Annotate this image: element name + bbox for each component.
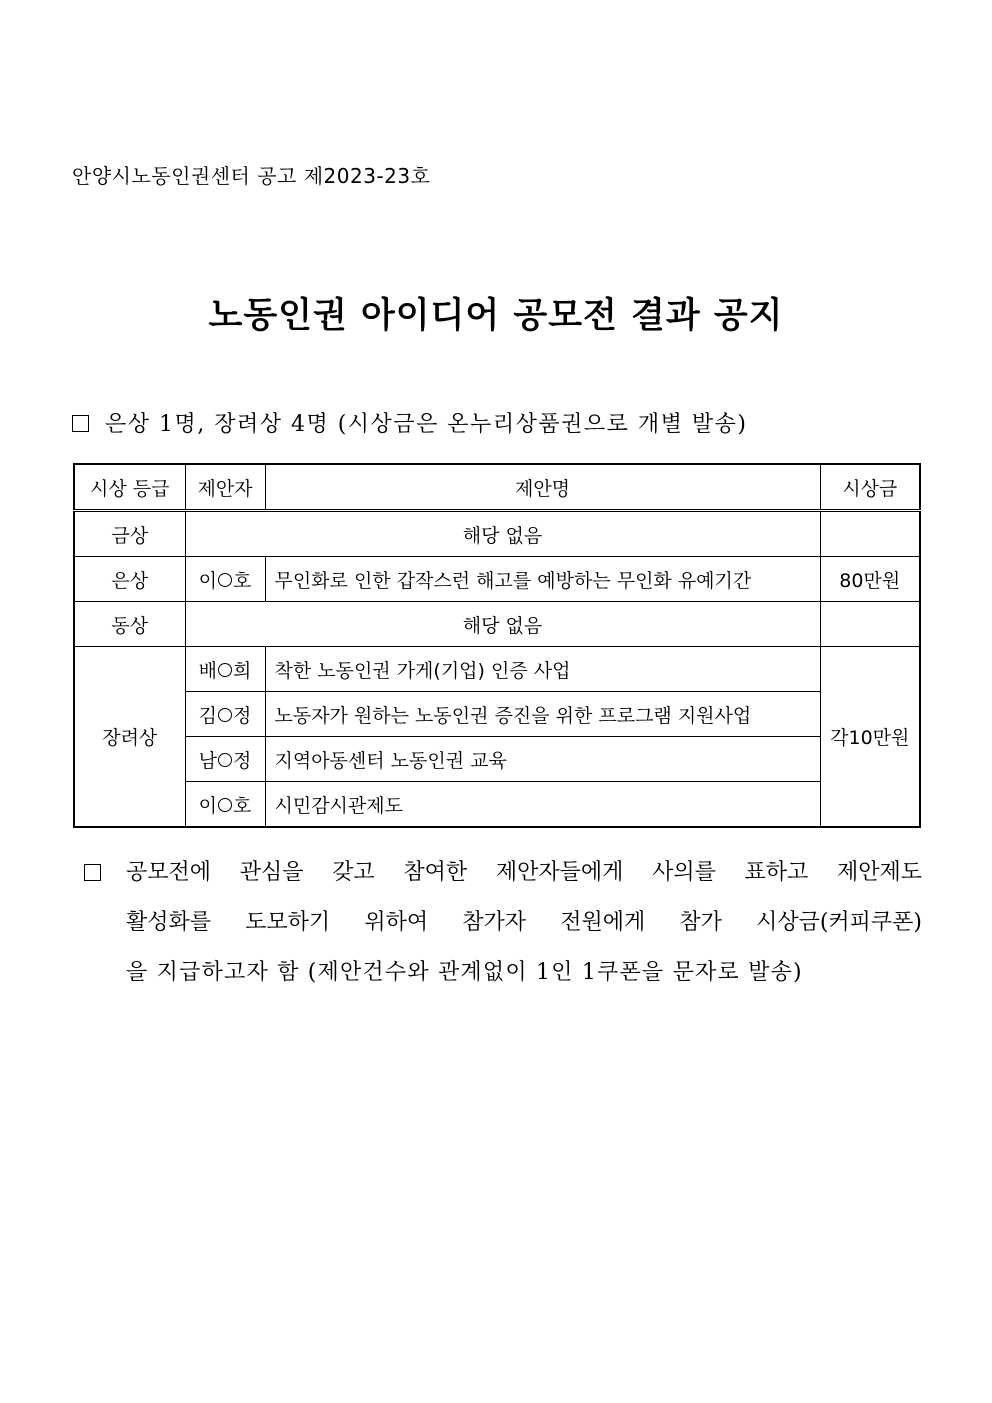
proposer-surname: 김 <box>198 704 217 727</box>
header-grade: 시상 등급 <box>74 464 185 511</box>
masked-name-circle-icon <box>218 573 232 587</box>
proposer-cell <box>185 692 265 737</box>
proposer-surname: 배 <box>198 659 217 682</box>
table-header-row <box>74 464 920 511</box>
proposer-surname: 이 <box>198 569 217 592</box>
table-row-encouragement-4 <box>74 782 920 828</box>
proposer-lastchar: 희 <box>233 659 252 682</box>
table-row-gold <box>74 511 920 557</box>
proposal-cell: 해당 없음 <box>185 511 820 557</box>
proposal-cell: 무인화로 인한 갑작스런 해고를 예방하는 무인화 유예기간 <box>265 557 820 602</box>
note-line-3: 을 지급하고자 함 (제안건수와 관계없이 1인 1쿠폰을 문자로 발송) <box>126 960 803 985</box>
table-row-silver <box>74 557 920 602</box>
note-line-1: 공모전에 관심을 갖고 참여한 제안자들에게 사의를 표하고 제안제도 <box>126 860 922 885</box>
summary-text: 은상 1명, 장려상 4명 (시상금은 온누리상품권으로 개별 발송) <box>105 412 748 437</box>
proposer-lastchar: 호 <box>233 569 252 592</box>
header-proposal: 제안명 <box>265 464 820 511</box>
checkbox-icon <box>72 415 89 432</box>
checkbox-icon <box>84 864 101 881</box>
page-title: 노동인권 아이디어 공모전 결과 공지 <box>208 296 784 336</box>
table-row-encouragement-1 <box>74 647 920 692</box>
note-line-2: 활성화를 도모하기 위하여 참가자 전원에게 참가 시상금(커피쿠폰) <box>126 910 922 935</box>
masked-name-circle-icon <box>218 708 232 722</box>
proposal-cell: 해당 없음 <box>185 602 820 647</box>
masked-name-circle-icon <box>218 753 232 767</box>
awards-table <box>73 463 921 828</box>
table-row-encouragement-3 <box>74 737 920 782</box>
grade-cell: 은상 <box>74 557 185 602</box>
proposer-surname: 남 <box>198 749 217 772</box>
proposer-lastchar: 호 <box>233 794 252 817</box>
proposer-surname: 이 <box>198 794 217 817</box>
prize-cell: 각10만원 <box>820 647 920 828</box>
proposal-cell: 지역아동센터 노동인권 교육 <box>265 737 820 782</box>
proposer-cell <box>185 557 265 602</box>
proposal-cell: 착한 노동인권 가게(기업) 인증 사업 <box>265 647 820 692</box>
notice-number: 안양시노동인권센터 공고 제2023-23호 <box>72 164 431 188</box>
prize-cell: 80만원 <box>820 557 920 602</box>
table-row-encouragement-2 <box>74 692 920 737</box>
proposer-cell <box>185 647 265 692</box>
prize-cell <box>820 602 920 647</box>
header-prize: 시상금 <box>820 464 920 511</box>
proposer-lastchar: 정 <box>233 749 252 772</box>
proposer-lastchar: 정 <box>233 704 252 727</box>
proposer-cell <box>185 782 265 828</box>
header-proposer: 제안자 <box>185 464 265 511</box>
summary-line <box>72 407 747 438</box>
grade-cell: 금상 <box>74 511 185 557</box>
proposal-cell: 노동자가 원하는 노동인권 증진을 위한 프로그램 지원사업 <box>265 692 820 737</box>
proposer-cell <box>185 737 265 782</box>
table-row-bronze <box>74 602 920 647</box>
proposal-cell: 시민감시관제도 <box>265 782 820 828</box>
grade-cell: 동상 <box>74 602 185 647</box>
grade-cell: 장려상 <box>74 647 185 828</box>
masked-name-circle-icon <box>218 798 232 812</box>
prize-cell <box>820 511 920 557</box>
note-paragraph <box>84 848 924 998</box>
masked-name-circle-icon <box>218 663 232 677</box>
